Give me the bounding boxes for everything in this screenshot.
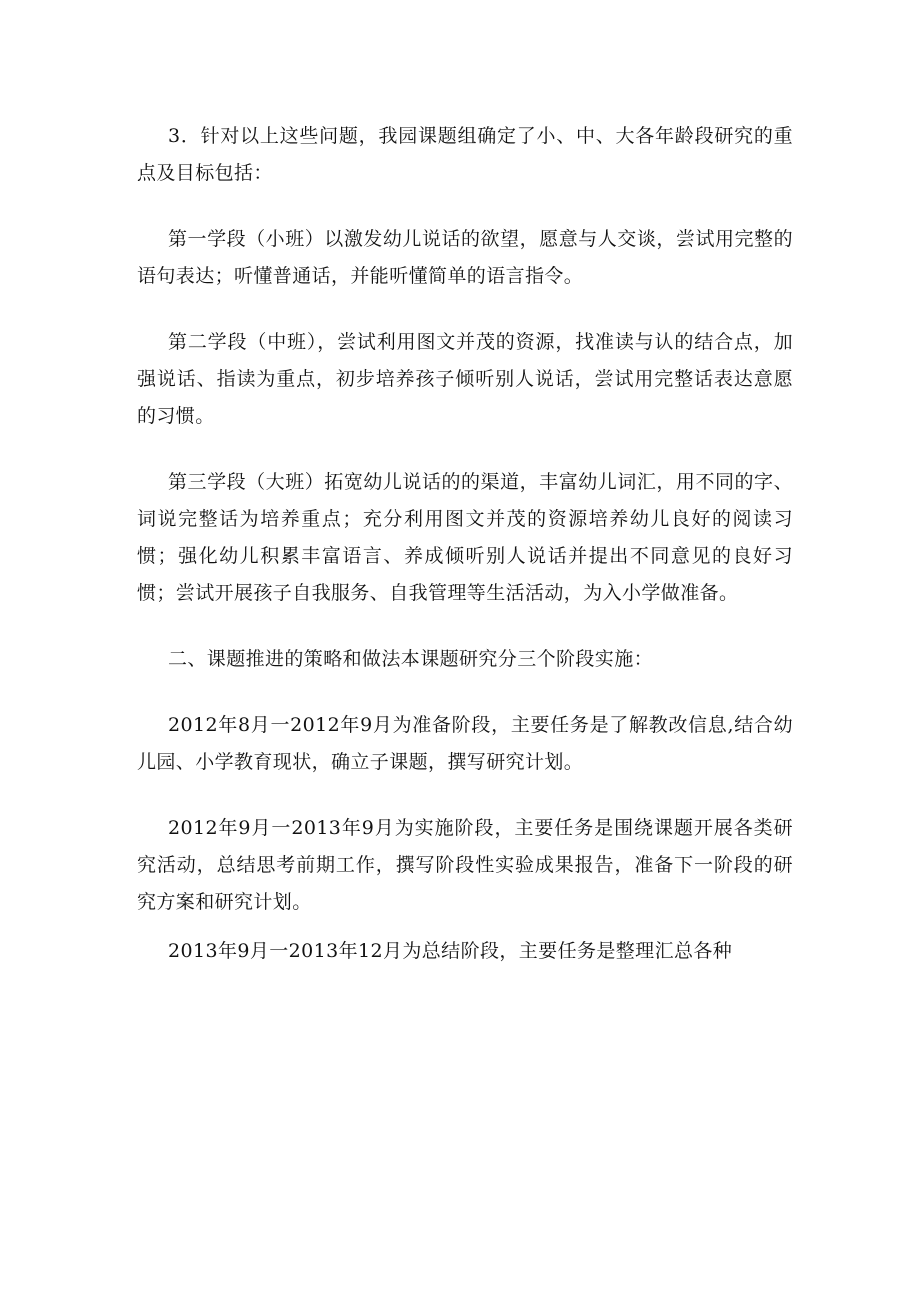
paragraph-implementation-phase: 2012年9月一2013年9月为实施阶段，主要任务是围绕课题开展各类研究活动，总结思考前期工作，撰写阶段性实验成果报告，准备下一阶段的研究方案和研究计划。: [137, 817, 793, 913]
paragraph-stage-three: 第三学段（大班）拓宽幼儿说话的的渠道，丰富幼儿词汇，用不同的字、词说完整话为培养重点；充分利用图文并茂的资源培养幼儿良好的阅读习惯；强化幼儿积累丰富语言、养成倾听别人说话并提出不同意见的良好习惯；尝试开展孩子自我服务、自我管理等生活活动，为入小学做准备。: [137, 471, 793, 604]
paragraph-research-focus: 3．针对以上这些问题，我园课题组确定了小、中、大各年龄段研究的重点及目标包括：: [137, 125, 793, 184]
paragraph-stage-one: 第一学段（小班）以激发幼儿说话的欲望，愿意与人交谈，尝试用完整的语句表达；听懂普通话，并能听懂简单的语言指令。: [137, 228, 793, 287]
paragraph-stage-two: 第二学段（中班），尝试利用图文并茂的资源，找准读与认的结合点，加强说话、指读为重点，初步培养孩子倾听别人说话，尝试用完整话表达意愿的习惯。: [137, 331, 793, 427]
paragraph-summary-phase: 2013年9月一2013年12月为总结阶段，主要任务是整理汇总各种: [168, 940, 733, 962]
document-body: [137, 118, 793, 999]
paragraph-section-two-heading: 二、课题推进的策略和做法本课题研究分三个阶段实施：: [168, 648, 654, 670]
paragraph-preparation-phase: 2012年8月一2012年9月为准备阶段，主要任务是了解教改信息,结合幼儿园、小学教育现状，确立子课题，撰写研究计划。: [137, 714, 793, 773]
